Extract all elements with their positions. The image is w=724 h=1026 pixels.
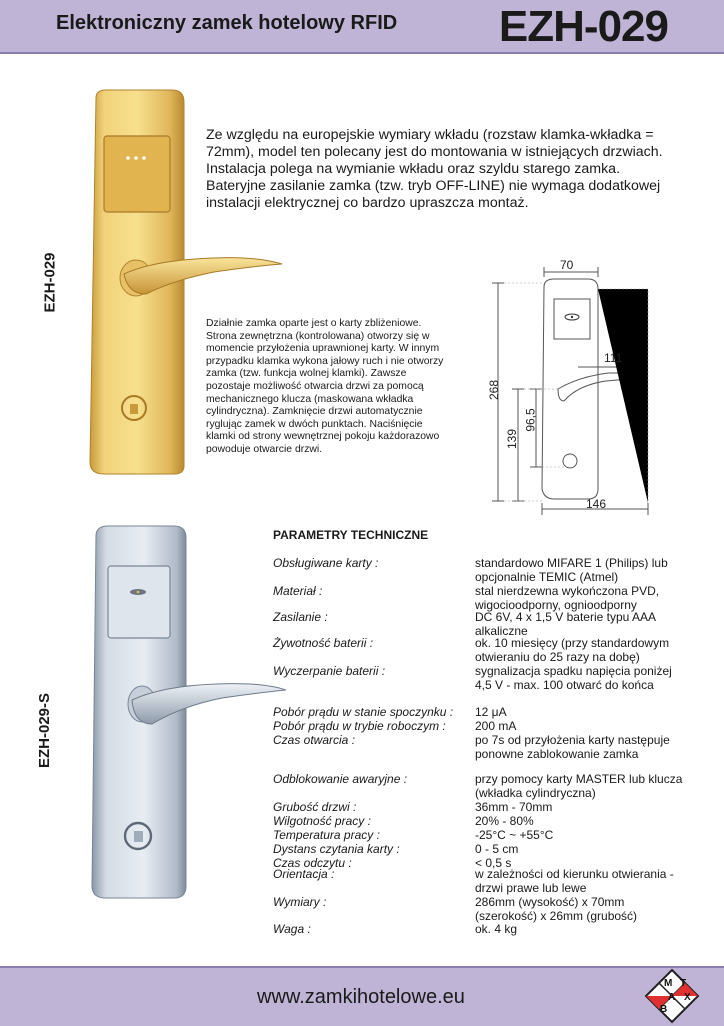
param-label: Wyczerpanie baterii : (273, 664, 386, 678)
param-label: Temperatura pracy : (273, 828, 380, 842)
param-value: 286mm (wysokość) x 70mm (szerokość) x 26mm (grubość) (475, 895, 638, 924)
silver-model-label: EZH-029-S (36, 692, 54, 769)
param-value: ok. 4 kg (475, 922, 518, 936)
params-title: PARAMETRY TECHNICZNE (273, 528, 429, 542)
param-value: -25°C ~ +55°C (475, 828, 554, 842)
logo-letter-a: A (668, 992, 676, 1003)
page-title: Elektroniczny zamek hotelowy RFID (56, 12, 398, 34)
param-value: 200 mA (475, 719, 517, 733)
param-value: ok. 10 miesięcy (przy standardowym otwieraniu do 25 razy na dobę) (475, 636, 670, 665)
param-label: Wilgotność pracy : (273, 814, 371, 828)
dim-139: 139 (505, 428, 520, 450)
dim-96-5: 96,5 (523, 408, 538, 432)
param-label: Orientacja : (273, 867, 335, 881)
param-label: Waga : (273, 922, 311, 936)
param-label: Pobór prądu w stanie spoczynku : (273, 705, 454, 719)
param-label: Pobór prądu w trybie roboczym : (273, 719, 446, 733)
param-label: Dystans czytania karty : (273, 842, 400, 856)
param-label: Grubość drzwi : (273, 800, 357, 814)
param-label: Czas otwarcia : (273, 733, 356, 747)
param-label: Wymiary : (273, 895, 327, 909)
logo-letter-x: X (684, 992, 691, 1003)
param-value: standardowo MIFARE 1 (Philips) lub opcjonalnie TEMIC (Atmel) (475, 556, 668, 585)
param-value: przy pomocy karty MASTER lub klucza (wkładka cylindryczna) (475, 772, 683, 801)
logo-letter-t: T (680, 978, 687, 989)
param-value: stal nierdzewna wykończona PVD, wigocioodporny, ognioodporny (475, 584, 660, 613)
param-value: w zależności od kierunku otwierania - drzwi prawe lub lewe (475, 867, 674, 896)
param-label: Materiał : (273, 584, 323, 598)
param-label: Zasilanie : (273, 610, 328, 624)
intro-paragraph: Ze względu na europejskie wymiary wkładu (rozstaw klamka-wkładka = 72mm), model ten polecany jest do montowania w istniejących drzwiach. Instalacja polega na wymianie wkładu oraz szyldu starego zamka. Bateryjne zasilanie zamka (tzw. tryb OFF-LINE) nie wymaga dodatkowej instalacji elektrycznej co bardzo upraszcza montaż. (206, 127, 663, 211)
website-link[interactable]: www.zamkihotelowe.eu (257, 986, 465, 1008)
model-code: EZH-029 (498, 2, 668, 51)
logo-letter-b: B (660, 1004, 668, 1015)
dim-70: 70 (560, 258, 574, 272)
param-value: 12 μA (475, 705, 507, 719)
matbax-logo (644, 968, 700, 1024)
param-label: Obsługiwane karty : (273, 556, 379, 570)
gold-model-label: EZH-029 (41, 252, 59, 313)
param-value: po 7s od przyłożenia karty następuje ponowne zablokowanie zamka (475, 733, 670, 762)
logo-letter-m: M (664, 978, 673, 989)
technical-drawing (478, 255, 658, 520)
param-value: 0 - 5 cm (475, 842, 519, 856)
param-label: Czas odczytu : (273, 856, 352, 870)
param-label: Odblokowanie awaryjne : (273, 772, 408, 786)
dim-111: 111 (604, 351, 623, 365)
footer-bar (0, 966, 724, 1026)
param-value: sygnalizacja spadku napięcia poniżej 4,5 V - max. 100 otwarć do końca (475, 664, 672, 693)
description-paragraph: Działnie zamka oparte jest o karty zbliżeniowe. Strona zewnętrzna (kontrolowana) otworzy się w momencie przyłożenia uprawnionej karty. W innym przypadku klamka wykona jałowy ruch i nie otworzy zamka (tzw. funkcja wolnej klamki). Zawsze pozostaje możliwość otwarcia drzwi za pomocą mechanicznego klucza (maskowana wkładka cylindryczna). Zamknięcie drzwi automatycznie ryglując zamek w dwóch punktach. Naciśnięcie klamki od strony wewnętrznej pokoju każdorazowo powoduje otwarcie drzwi. (206, 318, 444, 455)
param-value: DC 6V, 4 x 1,5 V baterie typu AAA alkaliczne (475, 610, 656, 639)
param-value: < 0,5 s (475, 856, 512, 870)
param-value: 20% - 80% (475, 814, 534, 828)
dim-146: 146 (586, 497, 607, 511)
param-label: Żywotność baterii : (273, 636, 374, 650)
header-bar (0, 0, 724, 54)
silver-lock-image (86, 524, 286, 904)
dim-268: 268 (487, 379, 502, 401)
param-value: 36mm - 70mm (475, 800, 553, 814)
